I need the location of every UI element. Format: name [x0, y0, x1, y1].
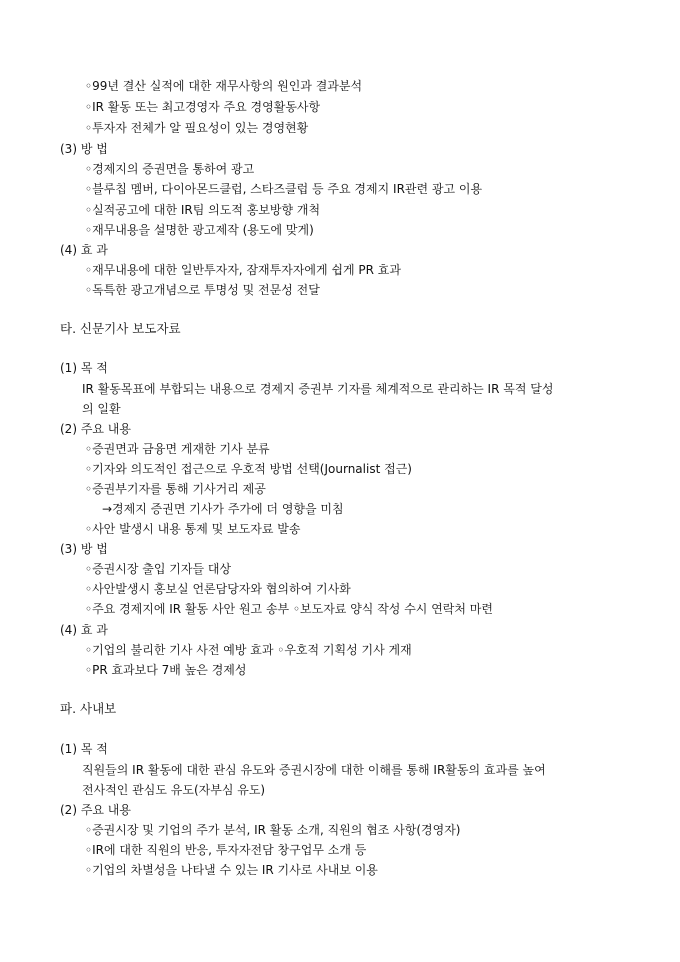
- paragraph-text: 직원들의 IR 활동에 대한 관심 유도와 증권시장에 대한 이해를 통해 IR활동의 효과를 높여: [82, 763, 546, 777]
- list-item: ◦투자자 전체가 알 필요성이 있는 경영현황: [85, 121, 309, 135]
- subsection-heading: (3) 방 법: [60, 542, 108, 556]
- subsection-heading: (1) 목 적: [60, 742, 108, 756]
- arrow-note: →경제지 증권면 기사가 주가에 더 영향을 미침: [102, 502, 344, 516]
- list-item: ◦주요 경제지에 IR 활동 사안 원고 송부 ◦보도자료 양식 작성 수시 연락처 마련: [85, 602, 493, 616]
- list-item: ◦증권시장 및 기업의 주가 분석, IR 활동 소개, 직원의 협조 사항(경영자): [85, 823, 461, 837]
- paragraph-text: IR 활동목표에 부합되는 내용으로 경제지 증권부 기자를 체계적으로 관리하는 IR 목적 달성: [82, 382, 554, 396]
- list-item: ◦재무내용을 설명한 광고제작 (용도에 맞게): [85, 223, 314, 237]
- list-item: ◦기자와 의도적인 접근으로 우호적 방법 선택(Journalist 접근): [85, 462, 412, 476]
- subsection-heading: (4) 효 과: [60, 623, 108, 637]
- paragraph-text: 전사적인 관심도 유도(자부심 유도): [82, 783, 266, 797]
- paragraph-text: 의 일환: [82, 402, 121, 416]
- list-item: ◦99년 결산 실적에 대한 재무사항의 원인과 결과분석: [85, 79, 363, 93]
- section-heading: 타. 신문기사 보도자료: [60, 321, 181, 336]
- list-item: ◦증권부기자를 통해 기사거리 제공: [85, 482, 266, 496]
- list-item: ◦경제지의 증권면을 통하여 광고: [85, 162, 255, 176]
- list-item: ◦증권면과 금융면 게재한 기사 분류: [85, 442, 270, 456]
- subsection-heading: (3) 방 법: [60, 142, 108, 156]
- list-item: ◦기업의 차별성을 나타낼 수 있는 IR 기사로 사내보 이용: [85, 863, 378, 877]
- list-item: ◦IR에 대한 직원의 반응, 투자자전담 창구업무 소개 등: [85, 843, 367, 857]
- subsection-heading: (2) 주요 내용: [60, 803, 131, 817]
- list-item: ◦독특한 광고개념으로 투명성 및 전문성 전달: [85, 283, 320, 297]
- subsection-heading: (4) 효 과: [60, 243, 108, 257]
- list-item: ◦IR 활동 또는 최고경영자 주요 경영활동사항: [85, 100, 321, 114]
- list-item: ◦PR 효과보다 7배 높은 경제성: [85, 663, 247, 677]
- list-item: ◦재무내용에 대한 일반투자자, 잠재투자자에게 쉽게 PR 효과: [85, 263, 401, 277]
- list-item: ◦사안발생시 홍보실 언론담당자와 협의하여 기사화: [85, 582, 351, 596]
- subsection-heading: (1) 목 적: [60, 361, 108, 375]
- list-item: ◦사안 발생시 내용 통제 및 보도자료 발송: [85, 522, 301, 536]
- list-item: ◦실적공고에 대한 IR팀 의도적 홍보방향 개척: [85, 203, 321, 217]
- list-item: ◦증권시장 출입 기자들 대상: [85, 562, 232, 576]
- subsection-heading: (2) 주요 내용: [60, 422, 131, 436]
- section-heading: 파. 사내보: [60, 701, 117, 716]
- list-item: ◦기업의 불리한 기사 사전 예방 효과 ◦우호적 기획성 기사 게재: [85, 643, 412, 657]
- list-item: ◦블루칩 멤버, 다이아몬드클럽, 스타즈클럽 등 주요 경제지 IR관련 광고 이용: [85, 182, 483, 196]
